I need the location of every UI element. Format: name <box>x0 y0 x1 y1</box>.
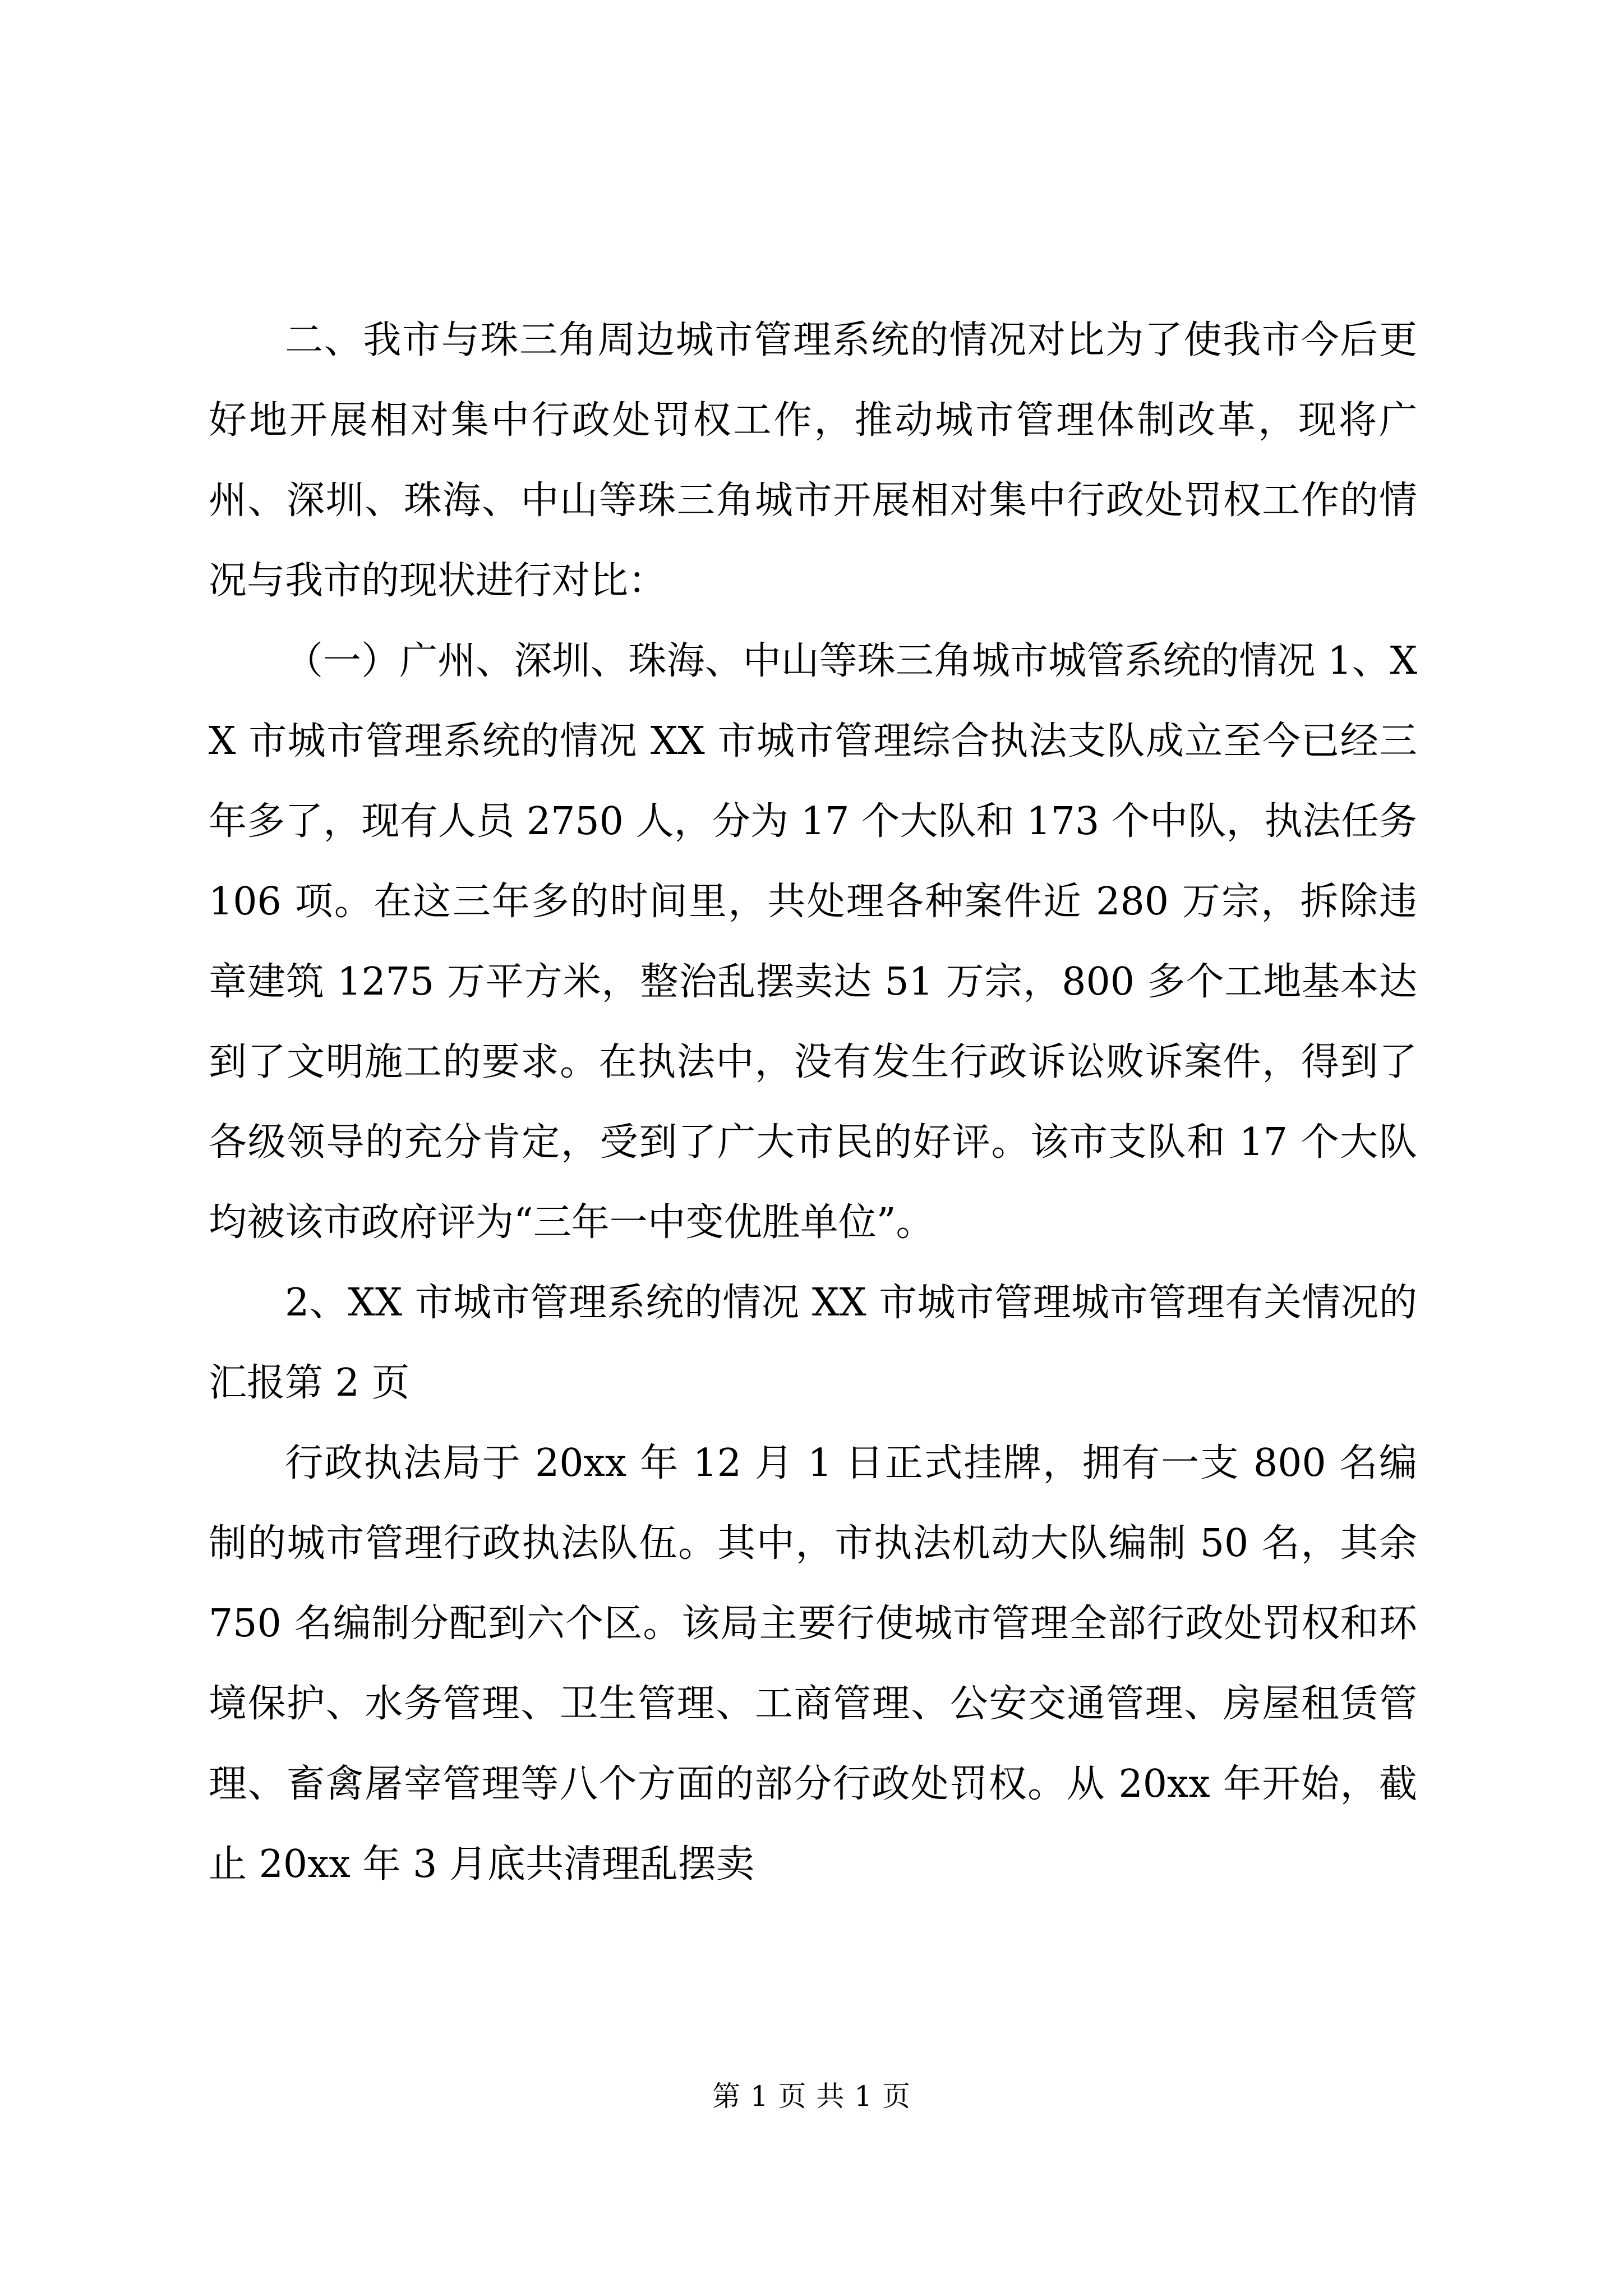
page-footer: 第 1 页 共 1 页 <box>712 2080 911 2113</box>
paragraph-city-one-situation: （一）广州、深圳、珠海、中山等珠三角城市城管系统的情况 1、XX 市城市管理系统的情况 XX 市城市管理综合执法支队成立至今已经三年多了，现有人员 2750 人，分为 17 个大队和 173 个中队，执法任务 106 项。在这三年多的时间里，共处理各种案件近 280 万宗，拆除违章建筑 1275 万平方米，整治乱摆卖达 51 万宗，800 多个工地基本达到了文明施工的要求。在执法中，没有发生行政诉讼败诉案件，得到了各级领导的充分肯定，受到了广大市民的好评。该市支队和 17 个大队均被该市政府评为“三年一中变优胜单位”。 <box>209 639 1418 1245</box>
paragraph-enforcement-bureau: 行政执法局于 20xx 年 12 月 1 日正式挂牌，拥有一支 800 名编制的城市管理行政执法队伍。其中，市执法机动大队编制 50 名，其余 750 名编制分配到六个区。该局主要行使城市管理全部行政处罚权和环境保护、水务管理、卫生管理、工商管理、公安交通管理、房屋租赁管理、畜禽屠宰管理等八个方面的部分行政处罚权。从 20xx 年开始，截止 20xx 年 3 月底共清理乱摆卖 <box>209 1441 1417 1887</box>
paragraph-city-two-heading: 2、XX 市城市管理系统的情况 XX 市城市管理城市管理有关情况的汇报第 2 页 <box>209 1281 1417 1405</box>
paragraph-comparison-intro: 二、我市与珠三角周边城市管理系统的情况对比为了使我市今后更好地开展相对集中行政处罚权工作，推动城市管理体制改革，现将广州、深圳、珠海、中山等珠三角城市开展相对集中行政处罚权工作的情况与我市的现状进行对比： <box>209 318 1417 603</box>
document-body <box>209 300 1417 1904</box>
